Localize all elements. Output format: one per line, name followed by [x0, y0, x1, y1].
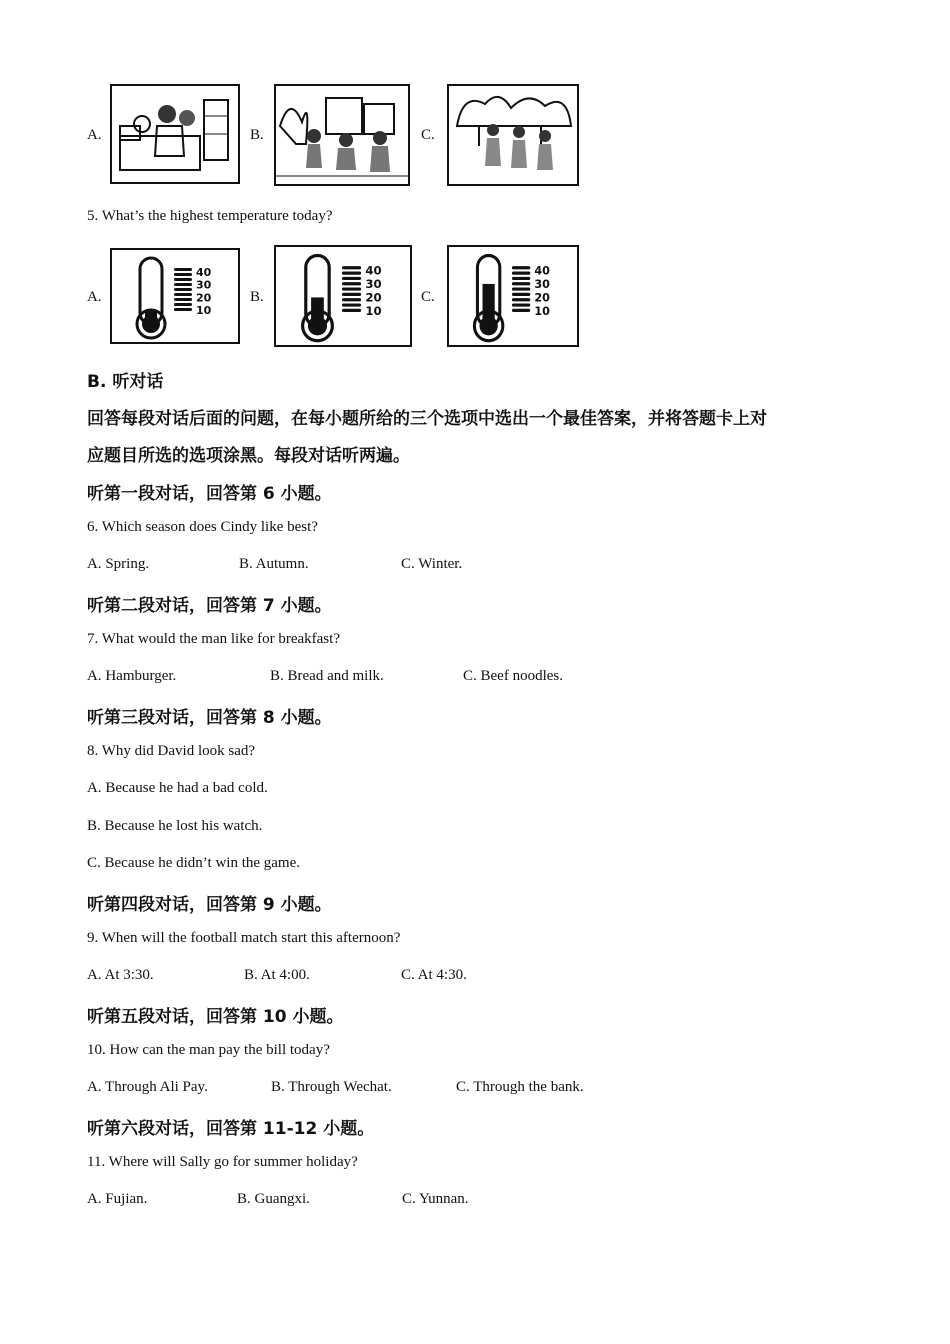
thermometer-tick	[342, 266, 361, 269]
dialog-6-header: 听第六段对话，回答第 11-12 小题。	[87, 1119, 375, 1139]
q7-option-c: C. Beef noodles.	[463, 668, 563, 684]
q6-option-b: B. Autumn.	[239, 556, 309, 572]
thermometer-tick	[174, 303, 192, 306]
section-b-title: B. 听对话	[87, 372, 164, 392]
thermometer-tick	[512, 309, 530, 312]
thermometer-tick	[174, 273, 192, 276]
thermometer-tick	[342, 272, 361, 275]
q10-option-b: B. Through Wechat.	[271, 1079, 392, 1095]
thermometer-scale-label: 20	[196, 291, 212, 305]
q8-question: 8. Why did David look sad?	[87, 743, 256, 759]
q6-option-c: C. Winter.	[401, 556, 463, 572]
q10-option-a: A. Through Ali Pay.	[87, 1079, 208, 1095]
dialog-4-header: 听第四段对话，回答第 9 小题。	[87, 895, 332, 915]
thermometer-tick	[342, 309, 361, 312]
thermometer-mercury-30	[483, 284, 495, 326]
thermometer-mercury-20	[311, 297, 324, 325]
q6-option-a: A. Spring.	[87, 556, 150, 572]
q11-option-c: C. Yunnan.	[402, 1191, 469, 1207]
q4-option-a-label: A.	[87, 127, 102, 143]
thermometer-scale-label: 30	[196, 278, 212, 292]
section-b-instruction-1: 回答每段对话后面的问题，在每小题所给的三个选项中选出一个最佳答案，并将答题卡上对	[87, 409, 767, 429]
thermometer-scale-label: 10	[534, 303, 550, 319]
q9-question: 9. When will the football match start this afternoon?	[87, 930, 401, 946]
thermometer-scale-label: 30	[365, 277, 382, 292]
q10-option-c: C. Through the bank.	[456, 1079, 584, 1095]
thermometer-scale-label: 30	[534, 276, 550, 292]
thermometer-tick	[512, 293, 530, 296]
thermometer-tick	[174, 268, 192, 271]
q5-option-b-label: B.	[250, 289, 264, 305]
thermometer-tick	[174, 288, 192, 291]
q7-question: 7. What would the man like for breakfast?	[87, 631, 340, 647]
thermometer-tick	[174, 308, 192, 311]
thermometer-scale-label: 40	[534, 263, 550, 278]
thermometer-scale-label: 40	[196, 266, 212, 279]
q10-question: 10. How can the man pay the bill today?	[87, 1042, 330, 1058]
q11-option-b: B. Guangxi.	[237, 1191, 310, 1207]
q4-option-c-label: C.	[421, 127, 435, 143]
q11-option-a: A. Fujian.	[87, 1191, 148, 1207]
q5-question: 5. What’s the highest temperature today?	[87, 208, 333, 224]
thermometer-tick	[342, 277, 361, 280]
q4-option-b-label: B.	[250, 127, 264, 143]
q5-thermometer-a	[110, 248, 240, 344]
thermometer-tick	[512, 282, 530, 285]
dialog-1-header: 听第一段对话，回答第 6 小题。	[87, 484, 332, 504]
thermometer-scale-label: 10	[365, 304, 382, 319]
thermometer-tick	[342, 303, 361, 306]
thermometer-scale-label: 20	[365, 290, 382, 305]
q5-option-a-label: A.	[87, 289, 102, 305]
thermometer-tick	[174, 298, 192, 301]
q7-option-b: B. Bread and milk.	[270, 668, 384, 684]
thermometer-tick	[342, 287, 361, 290]
q11-question: 11. Where will Sally go for summer holiday?	[87, 1154, 358, 1170]
section-b-instruction-2: 应题目所选的选项涂黑。每段对话听两遍。	[87, 446, 410, 466]
thermometer-tick	[512, 272, 530, 275]
q9-option-a: A. At 3:30.	[87, 967, 154, 983]
thermometer-tick	[512, 266, 530, 269]
thermometer-tick	[512, 277, 530, 280]
q5-option-c-label: C.	[421, 289, 435, 305]
q8-option-b: B. Because he lost his watch.	[87, 818, 263, 834]
thermometer-tick	[174, 293, 192, 296]
thermometer-tick	[342, 293, 361, 296]
q7-option-a: A. Hamburger.	[87, 668, 177, 684]
dialog-2-header: 听第二段对话，回答第 7 小题。	[87, 596, 332, 616]
q6-question: 6. Which season does Cindy like best?	[87, 519, 318, 535]
thermometer-tick	[512, 303, 530, 306]
q9-option-c: C. At 4:30.	[401, 967, 467, 983]
thermometer-tick	[342, 298, 361, 301]
q8-option-a: A. Because he had a bad cold.	[87, 780, 268, 796]
thermometer-scale-label: 10	[196, 304, 212, 317]
q5-thermometer-b	[274, 245, 412, 347]
thermometer-scale-label: 20	[534, 290, 550, 305]
q4-picture-trees-walk	[447, 84, 579, 186]
thermometer-tick	[174, 283, 192, 286]
q4-picture-sick-in-bed	[110, 84, 240, 184]
q4-picture-snow-play	[274, 84, 410, 186]
thermometer-tick	[174, 278, 192, 281]
dialog-5-header: 听第五段对话，回答第 10 小题。	[87, 1007, 344, 1027]
q9-option-b: B. At 4:00.	[244, 967, 310, 983]
thermometer-tick	[512, 298, 530, 301]
thermometer-tick	[342, 282, 361, 285]
thermometer-mercury-10	[145, 310, 157, 324]
thermometer-tick	[512, 287, 530, 290]
q8-option-c: C. Because he didn’t win the game.	[87, 855, 301, 871]
thermometer-scale-label: 40	[365, 263, 382, 278]
q5-thermometer-c	[447, 245, 579, 347]
dialog-3-header: 听第三段对话，回答第 8 小题。	[87, 708, 332, 728]
